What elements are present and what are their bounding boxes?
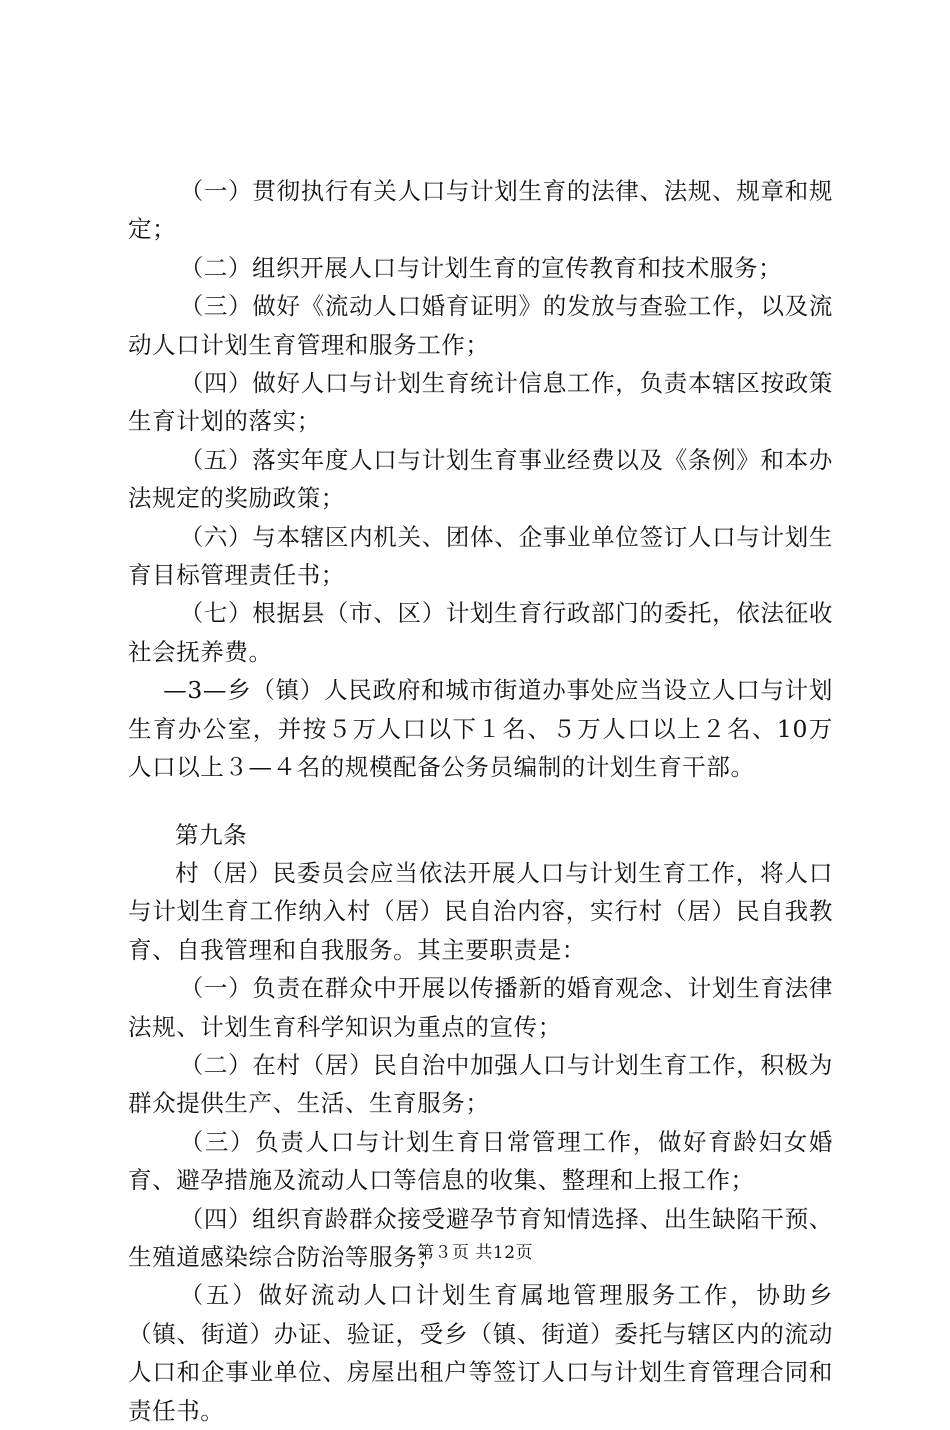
paragraph-duty-5: （五）做好流动人口计划生育属地管理服务工作，协助乡（镇、街道）办证、验证，受乡（镇、街道）委托与辖区内的流动人口和企事业单位、房屋出租户等签订人口与计划生育管理合同和责任书。 [128, 1281, 833, 1425]
paragraph-item-5: （五）落实年度人口与计划生育事业经费以及《条例》和本办法规定的奖励政策； [128, 445, 833, 513]
paragraph-item-4: （四）做好人口与计划生育统计信息工作，负责本辖区按政策生育计划的落实； [128, 369, 833, 436]
paragraph-item-1: （一）贯彻执行有关人口与计划生育的法律、法规、规章和规定； [128, 177, 833, 244]
paragraph-gap [128, 787, 833, 816]
paragraph-item-7: （七）根据县（市、区）计划生育行政部门的委托，依法征收社会抚养费。 [128, 599, 833, 666]
paragraph-duty-2: （二）在村（居）民自治中加强人口与计划生育工作，积极为群众提供生产、生活、生育服务； [128, 1050, 833, 1118]
article-heading: 第九条 [175, 820, 248, 849]
paragraph-article-intro: 村（居）民委员会应当依法开展人口与计划生育工作，将人口与计划生育工作纳入村（居）民自治内容，实行村（居）民自我教育、自我管理和自我服务。其主要职责是： [128, 858, 833, 964]
paragraph-duty-1: （一）负责在群众中开展以传播新的婚育观念、计划生育法律法规、计划生育科学知识为重点的宣传； [128, 974, 833, 1041]
page-footer: 第３页 共12页 [416, 1243, 534, 1263]
paragraph-item-3: （三）做好《流动人口婚育证明》的发放与查验工作，以及流动人口计划生育管理和服务工作； [128, 292, 833, 359]
paragraph-item-2: （二）组织开展人口与计划生育的宣传教育和技术服务； [179, 253, 783, 282]
paragraph-duty-4: （四）组织育龄群众接受避孕节育知情选择、出生缺陷干预、生殖道感染综合防治等服务； [128, 1204, 833, 1271]
paragraph-item-6: （六）与本辖区内机关、团体、企事业单位签订人口与计划生育目标管理责任书； [128, 522, 833, 590]
paragraph-duty-3: （三）负责人口与计划生育日常管理工作，做好育龄妇女婚育、避孕措施及流动人口等信息的收集、整理和上报工作； [128, 1127, 833, 1195]
paragraph-staffing: —3—乡（镇）人民政府和城市街道办事处应当设立人口与计划生育办公室，并按５万人口以下１名、５万人口以上２名、10万人口以上３—４名的规模配备公务员编制的计划生育干部。 [128, 676, 833, 782]
